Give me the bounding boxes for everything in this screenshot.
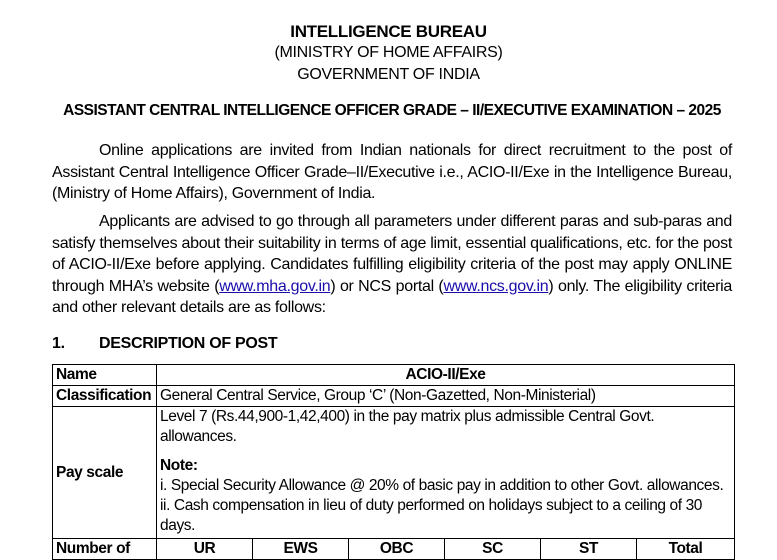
pay-scale-cell	[157, 407, 735, 539]
post-description-table	[52, 364, 735, 560]
category-ur: UR	[157, 539, 253, 560]
section-number: 1.	[52, 335, 65, 352]
org-title: INTELLIGENCE BUREAU	[290, 22, 487, 41]
mha-link[interactable]: www.mha.gov.in	[219, 277, 331, 295]
para2-text-b: ) or NCS portal (	[330, 277, 444, 295]
classification-label: Classification	[53, 386, 157, 407]
intro-paragraph-1: Online applications are invited from Indian nationals for direct recruitment to the post of Assistant Central Intelligence Officer Grade–II/Executive i.e., ACIO-II/Exe in the Intelligence Bureau, (Ministry of Home Affairs), Government of India.	[52, 142, 732, 202]
note-item-2: ii. Cash compensation in lieu of duty performed on holidays subject to a ceiling of 30 days.	[160, 497, 703, 534]
intro-paragraph-2	[52, 211, 732, 319]
category-sc: SC	[445, 539, 541, 560]
note-label: Note:	[160, 457, 198, 474]
exam-title: ASSISTANT CENTRAL INTELLIGENCE OFFICER GRADE – II/EXECUTIVE EXAMINATION – 2025	[63, 102, 721, 119]
note-item-1: i. Special Security Allowance @ 20% of basic pay in addition to other Govt. allowances.	[160, 477, 724, 494]
table-row	[53, 407, 735, 539]
classification-value: General Central Service, Group ‘C’ (Non-Gazetted, Non-Ministerial)	[157, 386, 735, 407]
section-title: DESCRIPTION OF POST	[99, 335, 278, 352]
table-row	[53, 365, 735, 386]
category-total: Total	[637, 539, 735, 560]
section-heading	[52, 335, 277, 353]
ministry-title: (MINISTRY OF HOME AFFAIRS)	[274, 44, 503, 61]
government-title: GOVERNMENT OF INDIA	[297, 66, 480, 83]
vacancy-label: Number of	[53, 539, 157, 560]
category-st: ST	[541, 539, 637, 560]
name-label: Name	[53, 365, 157, 386]
name-value: ACIO-II/Exe	[157, 365, 735, 386]
pay-scale-value: Level 7 (Rs.44,900-1,42,400) in the pay matrix plus admissible Central Govt. allowances.	[160, 408, 655, 445]
category-obc: OBC	[349, 539, 445, 560]
para2-text-a: Applicants are advised to go through all parameters under different paras and sub-paras and satisfy themselves about their suitability in terms of age limit, essential qualifications, etc. for the post of ACIO-II/Exe before applying. Candidates fulfilling eligibility criteria of the post may apply ONLINE through MHA’s website (	[52, 213, 732, 295]
table-row	[53, 386, 735, 407]
ncs-link[interactable]: www.ncs.gov.in	[443, 277, 549, 295]
category-ews: EWS	[253, 539, 349, 560]
table-row	[53, 539, 735, 560]
pay-scale-label: Pay scale	[53, 407, 157, 539]
para2-text-c: ) only. The eligibility criteria and other relevant details are as follows:	[52, 277, 732, 316]
